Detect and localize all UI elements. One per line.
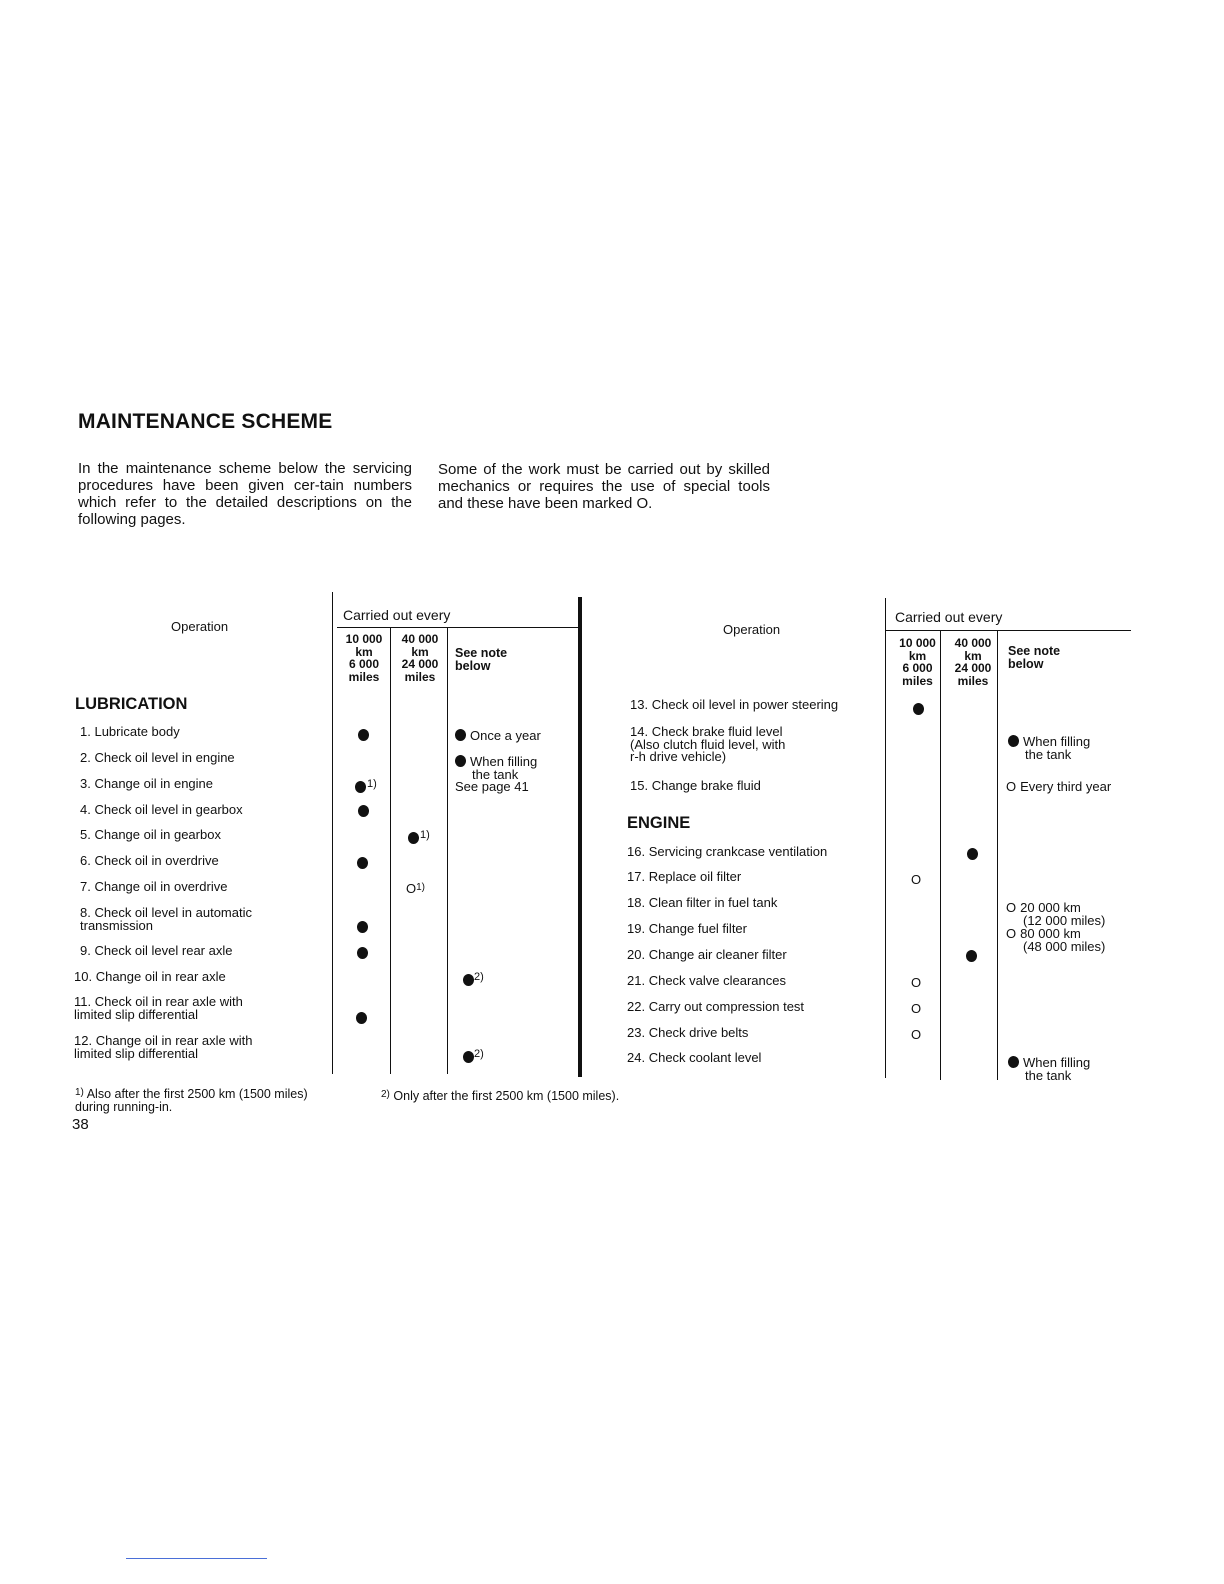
note-op2: When filling the tank <box>455 755 537 781</box>
footnote-marker-op12: 2) <box>474 1048 484 1060</box>
section-lubrication: LUBRICATION <box>75 695 188 713</box>
right-table-divider-1 <box>940 631 941 1080</box>
dot-icon <box>1008 1056 1019 1068</box>
see-note-header-right: See note below <box>1008 644 1061 671</box>
note-op19: O 80 000 km (48 000 miles) <box>1006 926 1106 954</box>
note-op3: See page 41 <box>455 779 529 794</box>
footnote-2: $^{2)}$ Only after the first 2500 km (1500 miles). <box>381 1089 620 1103</box>
interval-dot-op20 <box>966 950 977 962</box>
interval-dot-op9 <box>357 947 368 959</box>
footnote-marker-op10: 2) <box>474 971 484 983</box>
operation-20: 20. Change air cleaner filter <box>627 947 787 962</box>
col-40000km-header-left: 40 000 km 24 000 miles <box>401 632 439 684</box>
special-tools-marker-op22: O <box>911 1001 922 1016</box>
page-title: MAINTENANCE SCHEME <box>78 410 333 433</box>
col-10000km-header-right: 10 000 km 6 000 miles <box>899 636 936 688</box>
right-table-header-rule <box>886 630 1131 631</box>
interval-dot-op3 <box>355 781 366 793</box>
special-tools-marker-op7: $O^{1)}$ <box>406 881 426 896</box>
footnote-1: $^{1)}$ Also after the first 2500 km (1500 miles) during running-in. <box>75 1087 308 1114</box>
carried-out-every-header-right: Carried out every <box>895 609 1003 625</box>
operation-14: 14. Check brake fluid level (Also clutch fluid level, with r-h drive vehicle) <box>630 724 786 764</box>
operation-12: 12. Change oil in rear axle with limited slip differential <box>74 1033 253 1061</box>
operation-6: 6. Check oil in overdrive <box>80 853 219 868</box>
interval-dot-op8 <box>357 921 368 933</box>
special-tools-marker-op21: O <box>911 975 922 990</box>
interval-dot-op12 <box>463 1051 474 1063</box>
operation-19: 19. Change fuel filter <box>627 921 747 936</box>
operation-7: 7. Change oil in overdrive <box>80 879 228 894</box>
left-table-header-rule <box>337 627 580 628</box>
operation-22: 22. Carry out compression test <box>627 999 805 1014</box>
operation-header-left: Operation <box>171 619 229 634</box>
col-40000km-header-right: 40 000 km 24 000 miles <box>954 636 992 688</box>
operation-2: 2. Check oil level in engine <box>80 750 235 765</box>
section-engine: ENGINE <box>627 814 691 832</box>
bottom-link-underline <box>126 1558 267 1559</box>
operation-4: 4. Check oil level in gearbox <box>80 802 243 817</box>
note-op15: O Every third year <box>1006 779 1112 794</box>
operation-21: 21. Check valve clearances <box>627 973 786 988</box>
note-op1: Once a year <box>455 729 541 743</box>
center-thick-divider <box>578 597 582 1077</box>
right-table-divider-2 <box>997 631 998 1080</box>
carried-out-every-header-left: Carried out every <box>343 607 451 623</box>
operation-9: 9. Check oil level rear axle <box>80 943 233 958</box>
operation-5: 5. Change oil in gearbox <box>80 827 221 842</box>
left-table-divider-2 <box>447 628 448 1074</box>
operation-11: 11. Check oil in rear axle with limited slip differential <box>74 994 243 1022</box>
footnote-marker-op5: 1) <box>420 829 430 841</box>
see-note-header-left: See note below <box>455 646 508 673</box>
left-table-divider-1 <box>390 628 391 1074</box>
operation-18: 18. Clean filter in fuel tank <box>627 895 778 910</box>
dot-icon <box>455 729 466 741</box>
intro-right-paragraph: Some of the work must be carried out by skilled mechanics or requires the use of special tools and these have been marked O. <box>438 461 770 512</box>
col-10000km-header-left: 10 000 km 6 000 miles <box>345 632 383 684</box>
note-op24: When filling the tank <box>1008 1056 1090 1082</box>
interval-dot-op5 <box>408 832 419 844</box>
page-number: 38 <box>72 1116 89 1133</box>
operation-10: 10. Change oil in rear axle <box>74 969 226 984</box>
special-tools-marker-op17: O <box>911 872 922 887</box>
operation-17: 17. Replace oil filter <box>627 869 742 884</box>
operation-23: 23. Check drive belts <box>627 1025 749 1040</box>
footnote-marker-op3: 1) <box>367 778 377 790</box>
interval-dot-op16 <box>967 848 978 860</box>
operation-header-right: Operation <box>723 622 781 637</box>
interval-dot-op10 <box>463 974 474 986</box>
interval-dot-op13 <box>913 703 924 715</box>
operation-8: 8. Check oil level in automatic transmission <box>80 905 252 933</box>
operation-3: 3. Change oil in engine <box>80 776 214 791</box>
operation-13: 13. Check oil level in power steering <box>630 697 839 712</box>
operation-1: 1. Lubricate body <box>80 724 180 739</box>
dot-icon <box>1008 735 1019 747</box>
left-table-border <box>332 592 333 1074</box>
intro-left-paragraph: In the maintenance scheme below the servicing procedures have been given cer-tain numbers which refer to the detailed descriptions on the following pages. <box>78 460 412 528</box>
dot-icon <box>455 755 466 767</box>
operation-15: 15. Change brake fluid <box>630 778 761 793</box>
operation-16: 16. Servicing crankcase ventilation <box>627 844 828 859</box>
note-op14: When filling the tank <box>1008 735 1090 761</box>
interval-dot-op4 <box>358 805 369 817</box>
note-op18: O 20 000 km (12 000 miles) <box>1006 900 1106 928</box>
interval-dot-op11 <box>356 1012 367 1024</box>
right-table-border <box>885 598 886 1078</box>
operation-24: 24. Check coolant level <box>627 1050 762 1065</box>
interval-dot-op6 <box>357 857 368 869</box>
interval-dot-op1 <box>358 729 369 741</box>
special-tools-marker-op23: O <box>911 1027 922 1042</box>
